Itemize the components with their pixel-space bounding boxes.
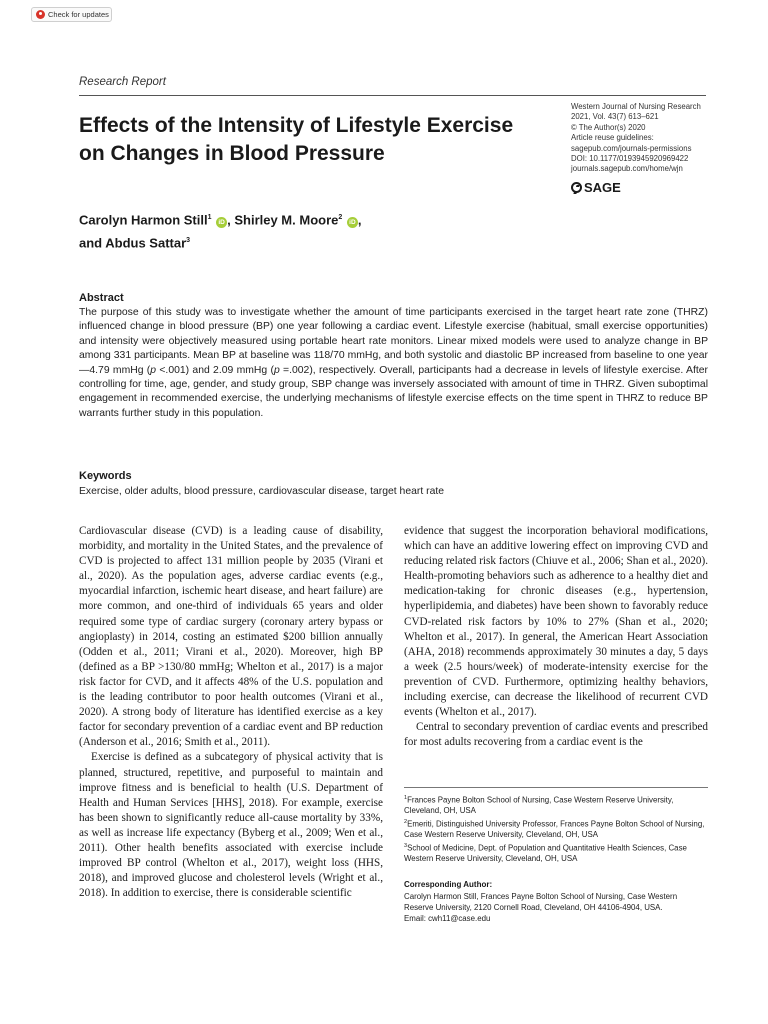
keywords-heading: Keywords (79, 470, 132, 482)
affiliation-item (404, 817, 708, 841)
p-symbol: p (150, 364, 157, 376)
publication-info (571, 102, 721, 175)
check-for-updates-button[interactable] (31, 7, 112, 22)
body-paragraph: Central to secondary prevention of cardiac events and prescribed for most adults recovering from a cardiac event is the (404, 721, 708, 749)
sage-logo-icon (571, 182, 582, 193)
sage-logo (571, 180, 621, 195)
body-paragraph: Cardiovascular disease (CVD) is a leading cause of disability, morbidity, and mortality in the United States, and the prevalence of CVD is projected to affect 131 million people by 2035 (Virani et al., 2020). As the population ages, adverse cardiac events (e.g., myocardial infarction, ischemic heart disease, and heart failure) are more common, and one-third of individuals 65 years and older required some type of cardiac surgery (coronary artery bypass or angioplasty) in 2014, costing an estimated $200 billion annually (Odden et al., 2011; Virani et al., 2020). Moreover, high BP (defined as a BP >130/80 mmHg; Whelton et al., 2017) is a major risk factor for CVD, and it affects 48% of the U.S. population and is the leading contributor to poor health outcomes (Virani et al., 2020). A strong body of literature has identified exercise as a key factor for secondary prevention of a cardiac event and BP reduction (Anderson et al., 2016; Smith et al., 2011). (79, 525, 383, 749)
affiliation-text: Frances Payne Bolton School of Nursing, Case Western Reserve University, Cleveland, OH, USA (404, 795, 674, 816)
body-paragraph: Exercise is defined as a subcategory of physical activity that is planned, structured, repetitive, and purposeful to maintain and improve fitness and is beneficial to health (U.S. Department of Health and Human Services [HHS], 2018). For example, exercise has been shown to significantly reduce all-cause mortality by 33%, as well as increase life expectancy (Byberg et al., 2009; Wen et al., 2011). Other health benefits associated with exercise include improved BP control (Whelton et al., 2017), weight loss (HHS, 2018), and improved glucose and cholesterol levels (Wright et al., 2018). In addition to exercise, there is considerable scientific (79, 751, 383, 900)
update-icon (36, 10, 45, 19)
journal-name: Western Journal of Nursing Research (571, 102, 701, 111)
affiliation-marker: 2 (404, 818, 408, 825)
body-column-right (404, 524, 708, 776)
body-column-left (79, 524, 383, 901)
author-conjunction: and (79, 235, 106, 251)
affiliation-item (404, 793, 708, 817)
p-symbol: p (273, 364, 280, 376)
corresponding-email[interactable]: Email: cwh11@case.edu (404, 913, 491, 923)
publisher-name: SAGE (584, 180, 621, 195)
author-affiliation-marker: 3 (186, 237, 191, 245)
author-name: Shirley M. Moore (234, 212, 339, 228)
corresponding-address: Carolyn Harmon Still, Frances Payne Bolton School of Nursing, Case Western Reserve University, 2120 Cornell Road, Cleveland, OH 44106-4904, USA. (404, 892, 678, 912)
corresponding-author-heading: Corresponding Author: (404, 880, 493, 889)
volume-info: 2021, Vol. 43(7) 613–621 (571, 112, 659, 122)
abstract-heading: Abstract (79, 292, 124, 304)
header-divider (79, 95, 706, 96)
orcid-icon[interactable]: iD (347, 217, 358, 228)
author-affiliation-marker: 1 (207, 214, 212, 221)
affiliation-marker: 1 (404, 795, 408, 801)
abstract-text (79, 306, 708, 421)
reuse-link[interactable]: sagepub.com/journals-permissions (571, 143, 692, 153)
orcid-icon[interactable]: iD (216, 217, 227, 228)
author-name: Abdus Sattar (105, 235, 187, 251)
abstract-part: <.001) and 2.09 mmHg ( (156, 364, 274, 376)
abstract-part: The purpose of this study was to investigate whether the amount of time participants exercised in the target heart rate zone (THRZ) influenced change in blood pressure (BP) one year following a cardiac event. Lifestyle exercise (habitual, small exercise opportunities) and intensity were objectively measured using portable heart rate monitors. Linear mixed models were used to analyze change in BP among 331 participants. Mean BP at baseline was 118/70 mmHg, and both systolic and diastolic BP increased from baseline to one year—4.79 mmHg ( (79, 307, 708, 376)
author-name: Carolyn Harmon Still (79, 212, 208, 228)
check-for-updates-label: Check for updates (48, 10, 109, 19)
affiliations (404, 793, 708, 864)
affiliation-text: Emeriti, Distinguished University Professor, Frances Payne Bolton School of Nursing, Case Western Reserve University, Cleveland, OH, USA (404, 819, 705, 840)
doi[interactable]: DOI: 10.1177/0193945920969422 (571, 154, 689, 164)
keywords-text: Exercise, older adults, blood pressure, cardiovascular disease, target heart rate (79, 486, 445, 497)
abstract-part: =.002), respectively. Overall, participants had a decrease in levels of lifestyle exercise. After controlling for time, age, gender, and study group, SBP change was inversely associated with amount of time in THRZ. Given suboptimal engagement in recommended exercise, the underlying mechanisms of lifestyle exercise effects on the time spent in THRZ to reduce BP warrants further study in this population. (79, 364, 708, 419)
journal-link[interactable]: journals.sagepub.com/home/wjn (571, 164, 683, 174)
report-type: Research Report (79, 76, 166, 88)
affiliation-text: School of Medicine, Dept. of Population and Quantitative Health Sciences, Case Western Reserve University, Cleveland, OH, USA (404, 843, 687, 863)
copyright: © The Author(s) 2020 (571, 122, 646, 132)
reuse-label: Article reuse guidelines: (571, 133, 654, 143)
article-title: Effects of the Intensity of Lifestyle Exercise on Changes in Blood Pressure (79, 114, 514, 165)
author-list: Carolyn Harmon Still$^1$ iD , Shirley M. Moore$^2$ iD , and Abdus Sattar$^3$ (79, 212, 362, 251)
footnote-divider (404, 787, 708, 788)
affiliation-item (404, 841, 708, 865)
author-affiliation-marker: 2 (338, 214, 343, 221)
corresponding-author-details (404, 892, 708, 925)
body-paragraph: evidence that suggest the incorporation behavioral modifications, which can have an additive lowering effect on improving CVD and reducing related risk factors (Chiuve et al., 2006; Shan et al., 2020). Health-promoting behaviors such as adherence to a healthy diet and medication-taking for chronic diseases (e.g., hypertension, hyperlipidemia, and diabetes) have been shown to favorably reduce CVD-related risk factors by 10% to 27% (Shan et al., 2020; Whelton et al., 2017). In general, the American Heart Association (AHA, 2018) recommends approximately 30 minutes a day, 5 days a week (2.5 hours/week) of moderate-intensity exercise for the prevention of CVD. Furthermore, optimizing healthy behaviors, including exercise, can decrease the likelihood of recurrent CVD events (Whelton et al., 2017). (404, 525, 708, 719)
affiliation-marker: 3 (404, 842, 408, 849)
